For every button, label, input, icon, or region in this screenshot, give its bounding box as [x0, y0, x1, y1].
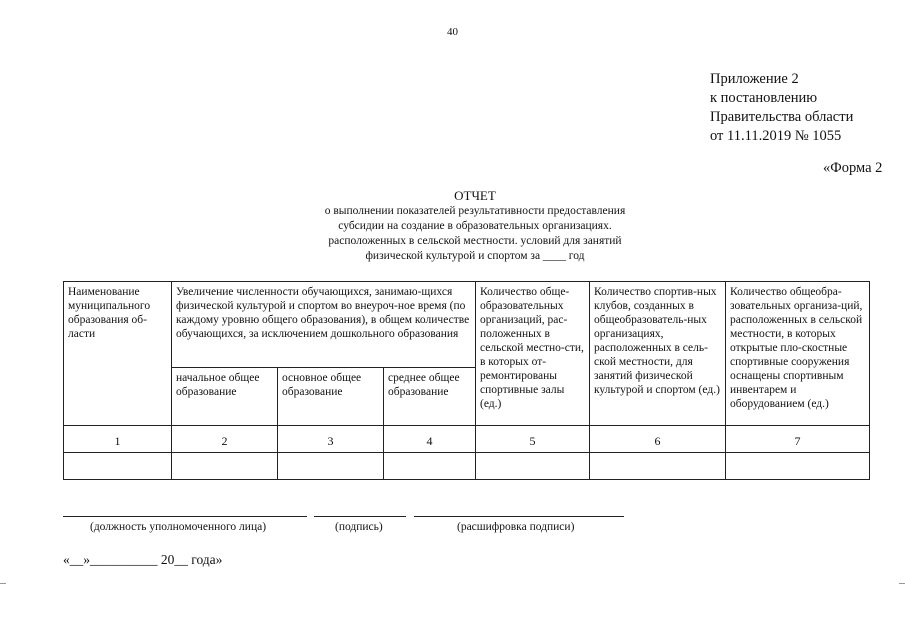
report-title: ОТЧЕТ	[454, 188, 496, 203]
header-municipality: Наименование муниципального образования об-ласти	[64, 282, 172, 426]
column-number: 4	[384, 426, 476, 453]
report-subtitle-line: физической культурой и спортом за ____ год	[365, 250, 585, 262]
appendix-line-3: Правительства области	[710, 109, 854, 125]
header-secondary-education: среднее общее образование	[384, 368, 476, 426]
data-cell	[172, 453, 278, 480]
signature-line	[314, 516, 406, 517]
data-cell	[476, 453, 590, 480]
date-line: «__»__________ 20__ года»	[63, 552, 223, 567]
report-table	[63, 281, 870, 480]
right-edge-mark	[899, 583, 905, 584]
decoding-caption: (расшифровка подписи)	[457, 521, 575, 533]
column-number: 3	[278, 426, 384, 453]
appendix-line-4: от 11.11.2019 № 1055	[710, 128, 842, 144]
table-row	[64, 453, 870, 480]
report-subtitle-line: расположенных в сельской местности. условий для занятий	[328, 235, 622, 247]
header-students-increase: Увеличение численности обучающихся, занимаю-щихся физической культурой и спортом во внеуроч-ное время (по каждому уровню общего образования), в общем количестве обучающихся, за исключением дошкольного образования	[172, 282, 476, 368]
header-equipped-facilities: Количество общеобра-зовательных организа-ций, расположенных в сельской местности, в которых открытые пло-скостные спортивные сооружения оснащены спортивным инвентарем и оборудованием (ед.)	[726, 282, 870, 426]
appendix-block	[710, 70, 853, 146]
column-number: 5	[476, 426, 590, 453]
header-repaired-gyms: Количество обще-образовательных организаций, рас-положенных в сельской местно-сти, в которых от-ремонтированы спортивные залы (ед.)	[476, 282, 590, 426]
column-number-row	[64, 426, 870, 453]
appendix-line-1: Приложение 2	[710, 71, 799, 87]
header-sports-clubs: Количество спортив-ных клубов, созданных в общеобразователь-ных организациях, расположенных в сель-ской местности, для занятий физической культурой и спортом (ед.)	[590, 282, 726, 426]
data-cell	[384, 453, 476, 480]
report-subtitle-line: о выполнении показателей результативности предоставления	[324, 205, 626, 217]
data-cell	[64, 453, 172, 480]
report-heading	[275, 188, 675, 264]
signature-caption: (подпись)	[335, 521, 383, 533]
form-label: «Форма 2	[823, 160, 883, 176]
data-cell	[278, 453, 384, 480]
decoding-signature-line	[414, 516, 624, 517]
data-cell	[726, 453, 870, 480]
left-edge-mark	[0, 583, 6, 584]
position-signature-line	[63, 516, 307, 517]
appendix-line-2: к постановлению	[710, 90, 818, 106]
header-basic-education: основное общее образование	[278, 368, 384, 426]
column-number: 7	[726, 426, 870, 453]
header-primary-education: начальное общее образование	[172, 368, 278, 426]
column-number: 6	[590, 426, 726, 453]
report-subtitle-line: субсидии на создание в образовательных организациях.	[338, 220, 612, 232]
column-number: 1	[64, 426, 172, 453]
column-number: 2	[172, 426, 278, 453]
report-subtitle	[275, 204, 675, 264]
page-number: 40	[447, 26, 458, 38]
data-cell	[590, 453, 726, 480]
position-caption: (должность уполномоченного лица)	[90, 521, 267, 533]
